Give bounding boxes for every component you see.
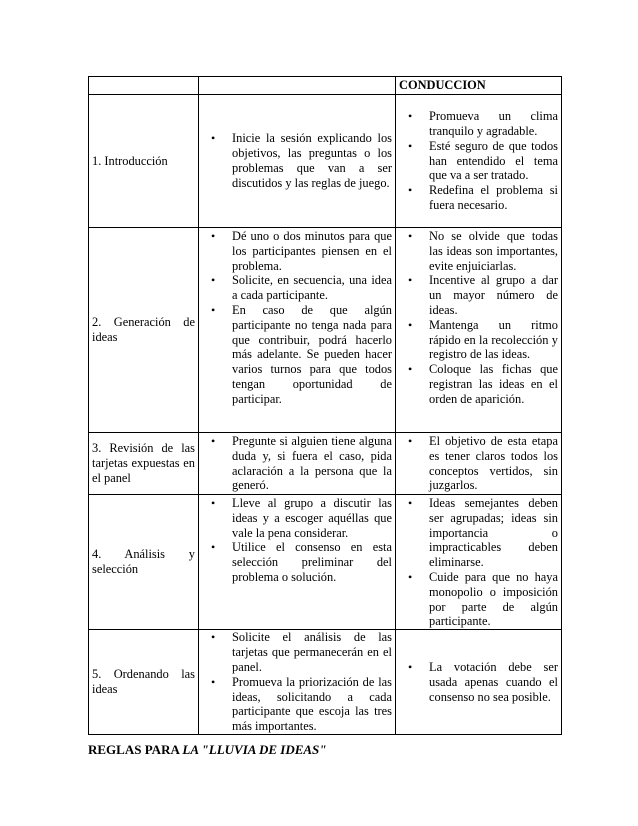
action-item: • Promueva la priorización de las ideas, solicitando a cada participante que escoja las tres más importantes.: [202, 675, 392, 734]
tip-item: • Ideas semejantes deben ser agrupadas; ideas sin importancia o impracticables deben eliminarse.: [399, 496, 558, 570]
tips-cell: [396, 433, 562, 495]
rules-heading-title: LA "LLUVIA DE IDEAS": [182, 742, 327, 757]
phase-cell: 2. Generación de ideas: [89, 228, 199, 433]
action-item: • Lleve al grupo a discutir las ideas y a escoger aquéllas que vale la pena considerar.: [202, 496, 392, 540]
rules-heading: [88, 742, 327, 758]
tips-cell: [396, 495, 562, 630]
action-item: • En caso de que algún participante no tenga nada para que contribuir, podrá hacerlo más adelante. Se pueden hacer varios turnos para que todos tengan oportunidad de participar.: [202, 303, 392, 407]
table-row: [89, 433, 562, 495]
table-row: [89, 228, 562, 433]
tip-item: • Coloque las fichas que registran las ideas en el orden de aparición.: [399, 362, 558, 406]
actions-cell: [199, 433, 396, 495]
action-item: • Utilice el consenso en esta selección preliminar del problema o solución.: [202, 540, 392, 584]
tip-item: • Mantenga un ritmo rápido en la recolección y registro de las ideas.: [399, 318, 558, 362]
phase-cell: 4. Análisis y selección: [89, 495, 199, 630]
phase-cell: 5. Ordenando las ideas: [89, 630, 199, 735]
tips-cell: [396, 630, 562, 735]
actions-cell: [199, 228, 396, 433]
actions-cell: [199, 95, 396, 228]
tip-item: • Incentive al grupo a dar un mayor número de ideas.: [399, 273, 558, 317]
tip-item: • Promueva un clima tranquilo y agradable.: [399, 109, 558, 139]
table-header-row: [89, 77, 562, 95]
action-item: • Dé uno o dos minutos para que los participantes piensen en el problema.: [202, 229, 392, 273]
actions-cell: [199, 630, 396, 735]
table-row: [89, 95, 562, 228]
phase-cell: 3. Revisión de las tarjetas expuestas en el panel: [89, 433, 199, 495]
tip-item: • El objetivo de esta etapa es tener claros todos los conceptos vertidos, sin juzgarlos.: [399, 434, 558, 493]
tip-item: • Cuide para que no haya monopolio o imposición por parte de algún participante.: [399, 570, 558, 629]
tip-item: • La votación debe ser usada apenas cuando el consenso no sea posible.: [399, 660, 558, 704]
header-cell-empty-1: [89, 77, 199, 95]
tip-item: • Esté seguro de que todos han entendido el tema que va a ser tratado.: [399, 139, 558, 183]
phase-cell: 1. Introducción: [89, 95, 199, 228]
action-item: • Inicie la sesión explicando los objetivos, las preguntas o los problemas que van a ser discutidos y las reglas de juego.: [202, 131, 392, 190]
table-row: [89, 630, 562, 735]
header-conduccion: CONDUCCION: [396, 77, 562, 95]
actions-cell: [199, 495, 396, 630]
tips-cell: [396, 95, 562, 228]
tips-cell: [396, 228, 562, 433]
tip-item: • Redefina el problema si fuera necesario.: [399, 183, 558, 213]
action-item: • Pregunte si alguien tiene alguna duda y, si fuera el caso, pida aclaración a la persona que la generó.: [202, 434, 392, 493]
action-item: • Solicite, en secuencia, una idea a cada participante.: [202, 273, 392, 303]
header-cell-empty-2: [199, 77, 396, 95]
action-item: • Solicite el análisis de las tarjetas que permanecerán en el panel.: [202, 630, 392, 674]
rules-heading-prefix: REGLAS PARA: [88, 742, 183, 757]
tip-item: • No se olvide que todas las ideas son importantes, evite enjuiciarlas.: [399, 229, 558, 273]
conduction-table: [88, 76, 562, 735]
table-row: [89, 495, 562, 630]
